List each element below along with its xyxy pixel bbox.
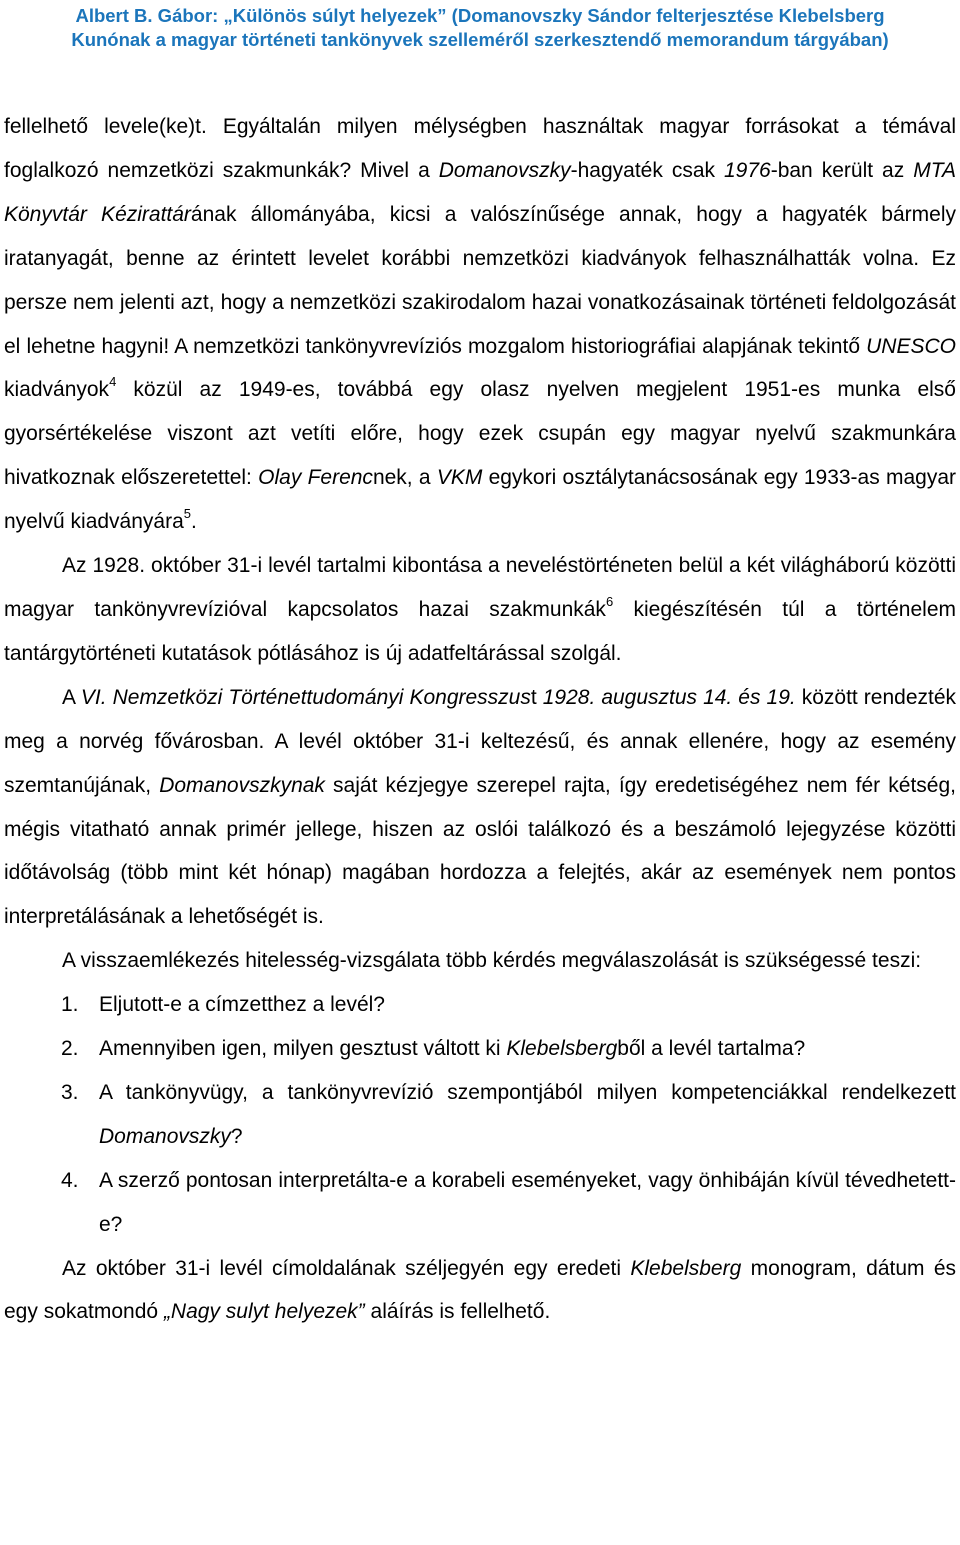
text-run: kiadványok (4, 378, 110, 402)
footnote-ref-5[interactable]: 5 (183, 506, 192, 522)
footnote-ref-6[interactable]: 6 (605, 593, 614, 609)
text-run: Amennyiben igen, milyen gesztust váltott ki (99, 1037, 507, 1061)
italic-event: VI. Nemzetközi Történettudományi Kongresszus (80, 685, 531, 709)
italic-name: Klebelsberg (630, 1256, 742, 1280)
italic-organization: UNESCO (866, 334, 956, 358)
text-run: monogram, dátum és egy sokatmondó (4, 1256, 957, 1324)
list-number: 1. (61, 993, 79, 1017)
list-item (4, 1071, 956, 1159)
text-run: . (191, 510, 197, 534)
paragraph-3 (4, 676, 956, 939)
text-run: fellelhető levele(ke)t. Egyáltalán milyen mélységben használtak magyar forrásokat a témával foglalkozó nemzetközi szakmunkák? Mivel a (4, 115, 956, 182)
italic-name: Domanovszky (99, 1124, 231, 1148)
text-run: -hagyaték csak (570, 158, 724, 182)
text-run: Az 1928. október 31-i levél tartalmi kibontása a neveléstörténeten belül a két világháború közötti magyar tankönyvrevízióval kapcsolatos hazai szakmunkák (4, 554, 956, 621)
paragraph-2 (4, 544, 956, 676)
italic-abbreviation: VKM (436, 466, 483, 490)
text-run: A tankönyvügy, a tankönyvrevízió szempontjából milyen kompetenciákkal rendelkezett (99, 1080, 956, 1104)
text-run: Eljutott-e a címzetthez a levél? (99, 993, 385, 1017)
italic-date: 1928. augusztus 14. és 19. (542, 685, 796, 709)
text-run: kiegészítésén túl a történelem tantárgytörténeti kutatások pótlásához is új adatfeltárással szolgál. (4, 597, 957, 665)
text-run: ának állományába, kicsi a valószínűsége annak, hogy a hagyaték bármely iratanyagát, benne az érintett levelet korábbi nemzetközi kiadványok felhasználhatták volna. Ez persze nem jelenti azt, hogy a nemzetközi szakirodalom hazai vonatkozásainak történeti feldolgozását el lehetne hagyni! A nemzetközi tankönyvrevíziós mozgalom historiográfiai alapjának tekintő (4, 202, 956, 358)
text-run: egykori osztálytanácsosának egy 1933-as magyar nyelvű kiadványára (4, 466, 956, 534)
text-run: nek, a (372, 466, 437, 490)
header-line-2: Kunónak a magyar történeti tankönyvek szelleméről szerkesztendő memorandum tárgyában) (71, 29, 889, 50)
text-run: Az október 31-i levél címoldalának széljegyén egy eredeti (62, 1256, 631, 1280)
text-run: A szerző pontosan interpretálta-e a korabeli eseményeket, vagy önhibáján kívül tévedhetett-e? (99, 1168, 956, 1236)
list-number: 4. (61, 1168, 79, 1192)
header-line-1: Albert B. Gábor: „Különös súlyt helyezek” (Domanovszky Sándor felterjesztése Klebelsberg (75, 5, 885, 26)
italic-quote: „Nagy sulyt helyezek” (163, 1300, 365, 1324)
text-run: saját kézjegye szerepel rajta, így eredetiségéhez nem fér kétség, mégis vitatható annak primér jellege, hiszen az oslói találkozó és a beszámoló lejegyzése közötti időtávolság (több mint két hónap) magában hordozza a felejtés, akár az események nem pontos interpretálásának a lehetőségét is. (4, 773, 956, 929)
list-item (4, 1027, 956, 1071)
paragraph-1 (4, 105, 956, 544)
italic-name: Klebelsberg (506, 1037, 618, 1061)
italic-year: 1976 (723, 158, 771, 182)
text-run: ? (230, 1124, 243, 1148)
list-number: 3. (61, 1080, 79, 1104)
text-run: ből a levél tartalma? (617, 1037, 806, 1061)
list-number: 2. (61, 1037, 79, 1061)
paragraph-4: A visszaemlékezés hitelesség-vizsgálata több kérdés megválaszolását is szükségessé teszi: (62, 949, 922, 973)
text-run: -ban került az (770, 158, 914, 182)
list-item (4, 1159, 956, 1247)
italic-institution: MTA Könyvtár Kézirattár (4, 158, 956, 226)
text-run: között rendezték meg a norvég fővárosban. A levél október 31-i keltezésű, és annak ellenére, hogy az esemény szemtanújának, (4, 685, 957, 797)
running-header (0, 4, 960, 52)
document-body (4, 105, 956, 1334)
list-item (4, 983, 956, 1027)
paragraph-5 (4, 1247, 956, 1335)
footnote-ref-4[interactable]: 4 (109, 374, 117, 390)
italic-name: Olay Ferenc (258, 466, 373, 490)
text-run: közül az 1949-es, továbbá egy olasz nyelven megjelent 1951-es munka első gyorsértékelése viszont azt vetíti előre, hogy ezek csupán egy magyar nyelvű szakmunkára hivatkoznak előszeretettel: (4, 378, 956, 490)
text-run: aláírás is fellelhető. (364, 1300, 551, 1324)
italic-name: Domanovszky (438, 158, 571, 182)
text-run: A (62, 685, 81, 709)
italic-name: Domanovszkynak (159, 773, 325, 797)
text-run: t (530, 685, 543, 709)
